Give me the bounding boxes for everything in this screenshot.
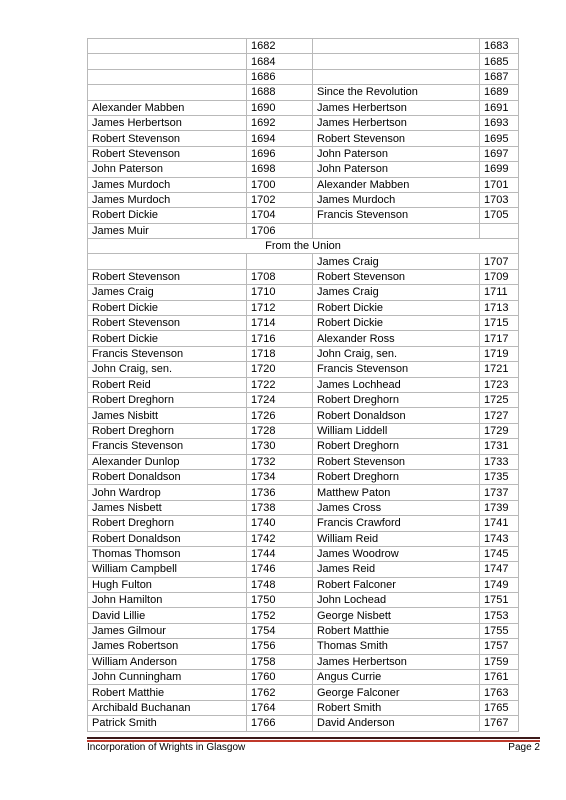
second-year-cell: 1697 (480, 146, 519, 161)
second-year-cell: 1683 (480, 39, 519, 54)
second-year-cell: 1725 (480, 392, 519, 407)
second-name-cell: John Lochead (313, 593, 480, 608)
second-year-cell: 1735 (480, 469, 519, 484)
second-year-cell: 1705 (480, 208, 519, 223)
table-row (88, 408, 519, 423)
page-number: Page 2 (508, 742, 540, 753)
second-name-cell: Robert Falconer (313, 577, 480, 592)
first-name-cell: John Cunningham (88, 670, 247, 685)
table-row (88, 362, 519, 377)
first-name-cell: Alexander Mabben (88, 100, 247, 115)
first-name-cell: Robert Reid (88, 377, 247, 392)
second-year-cell: 1713 (480, 300, 519, 315)
second-year-cell (480, 223, 519, 238)
first-year-cell: 1730 (247, 439, 313, 454)
first-year-cell: 1742 (247, 531, 313, 546)
first-year-cell: 1710 (247, 285, 313, 300)
second-name-cell: John Paterson (313, 146, 480, 161)
second-name-cell: Robert Dreghorn (313, 469, 480, 484)
first-year-cell: 1708 (247, 269, 313, 284)
table-row (88, 423, 519, 438)
second-name-cell (313, 69, 480, 84)
second-year-cell: 1693 (480, 115, 519, 130)
first-year-cell: 1750 (247, 593, 313, 608)
first-year-cell: 1722 (247, 377, 313, 392)
first-name-cell: Thomas Thomson (88, 546, 247, 561)
table-row (88, 392, 519, 407)
second-name-cell: James Craig (313, 254, 480, 269)
table-row (88, 115, 519, 130)
second-year-cell: 1753 (480, 608, 519, 623)
first-name-cell: Robert Donaldson (88, 469, 247, 484)
first-name-cell: John Paterson (88, 162, 247, 177)
table-row (88, 500, 519, 515)
second-year-cell: 1717 (480, 331, 519, 346)
first-year-cell: 1736 (247, 485, 313, 500)
first-name-cell: James Nisbitt (88, 408, 247, 423)
first-name-cell: John Hamilton (88, 593, 247, 608)
first-year-cell: 1762 (247, 685, 313, 700)
second-year-cell: 1751 (480, 593, 519, 608)
first-name-cell (88, 39, 247, 54)
second-name-cell: Matthew Paton (313, 485, 480, 500)
second-year-cell: 1745 (480, 546, 519, 561)
second-name-cell: Francis Stevenson (313, 208, 480, 223)
second-name-cell: Alexander Mabben (313, 177, 480, 192)
second-name-cell: Robert Stevenson (313, 454, 480, 469)
first-name-cell: James Murdoch (88, 177, 247, 192)
section-heading-row (88, 239, 519, 254)
second-year-cell: 1737 (480, 485, 519, 500)
table-row (88, 377, 519, 392)
second-name-cell: George Nisbett (313, 608, 480, 623)
first-year-cell: 1702 (247, 192, 313, 207)
table-row (88, 562, 519, 577)
second-year-cell: 1719 (480, 346, 519, 361)
first-name-cell: Robert Stevenson (88, 146, 247, 161)
table-row (88, 162, 519, 177)
second-year-cell: 1685 (480, 54, 519, 69)
first-year-cell: 1714 (247, 316, 313, 331)
footer-title: Incorporation of Wrights in Glasgow (87, 742, 246, 753)
first-year-cell: 1696 (247, 146, 313, 161)
first-year-cell: 1684 (247, 54, 313, 69)
second-year-cell: 1747 (480, 562, 519, 577)
first-name-cell: Robert Stevenson (88, 316, 247, 331)
table-row (88, 531, 519, 546)
second-year-cell: 1701 (480, 177, 519, 192)
first-year-cell: 1752 (247, 608, 313, 623)
table-row (88, 69, 519, 84)
table-row (88, 485, 519, 500)
second-name-cell: Angus Currie (313, 670, 480, 685)
second-name-cell: John Paterson (313, 162, 480, 177)
second-year-cell: 1759 (480, 654, 519, 669)
first-name-cell: Robert Dreghorn (88, 516, 247, 531)
first-year-cell: 1682 (247, 39, 313, 54)
second-name-cell: James Woodrow (313, 546, 480, 561)
first-name-cell: James Robertson (88, 639, 247, 654)
table-row (88, 654, 519, 669)
second-name-cell: James Cross (313, 500, 480, 515)
first-name-cell: Patrick Smith (88, 716, 247, 731)
table-row (88, 285, 519, 300)
first-year-cell: 1690 (247, 100, 313, 115)
table-row (88, 208, 519, 223)
first-year-cell: 1744 (247, 546, 313, 561)
first-name-cell: Francis Stevenson (88, 346, 247, 361)
first-year-cell: 1734 (247, 469, 313, 484)
table-row (88, 54, 519, 69)
second-name-cell: William Reid (313, 531, 480, 546)
second-name-cell (313, 223, 480, 238)
first-year-cell: 1720 (247, 362, 313, 377)
table-row (88, 516, 519, 531)
first-year-cell: 1716 (247, 331, 313, 346)
table-row (88, 223, 519, 238)
second-name-cell: Francis Stevenson (313, 362, 480, 377)
second-year-cell: 1761 (480, 670, 519, 685)
second-year-cell: 1765 (480, 700, 519, 715)
first-name-cell: Robert Dickie (88, 331, 247, 346)
second-year-cell: 1709 (480, 269, 519, 284)
first-year-cell: 1688 (247, 85, 313, 100)
table-row (88, 700, 519, 715)
second-year-cell: 1703 (480, 192, 519, 207)
first-name-cell: Hugh Fulton (88, 577, 247, 592)
second-year-cell: 1763 (480, 685, 519, 700)
second-year-cell: 1711 (480, 285, 519, 300)
first-year-cell: 1704 (247, 208, 313, 223)
second-name-cell: Francis Crawford (313, 516, 480, 531)
first-name-cell (88, 85, 247, 100)
first-year-cell: 1760 (247, 670, 313, 685)
second-year-cell: 1731 (480, 439, 519, 454)
second-name-cell: Robert Donaldson (313, 408, 480, 423)
section-heading: From the Union (88, 239, 519, 254)
table-row (88, 177, 519, 192)
second-name-cell: James Herbertson (313, 115, 480, 130)
first-name-cell: Francis Stevenson (88, 439, 247, 454)
first-name-cell (88, 54, 247, 69)
first-year-cell: 1766 (247, 716, 313, 731)
first-year-cell (247, 254, 313, 269)
second-year-cell: 1729 (480, 423, 519, 438)
second-year-cell: 1695 (480, 131, 519, 146)
first-name-cell: William Anderson (88, 654, 247, 669)
second-year-cell: 1757 (480, 639, 519, 654)
second-name-cell: William Liddell (313, 423, 480, 438)
first-name-cell: Alexander Dunlop (88, 454, 247, 469)
second-name-cell: Robert Smith (313, 700, 480, 715)
second-name-cell (313, 54, 480, 69)
first-year-cell: 1756 (247, 639, 313, 654)
second-year-cell: 1707 (480, 254, 519, 269)
table-row (88, 146, 519, 161)
first-name-cell: Robert Stevenson (88, 269, 247, 284)
first-year-cell: 1740 (247, 516, 313, 531)
first-name-cell: Robert Dreghorn (88, 423, 247, 438)
second-name-cell: Since the Revolution (313, 85, 480, 100)
first-year-cell: 1700 (247, 177, 313, 192)
first-name-cell: James Nisbett (88, 500, 247, 515)
first-name-cell: James Gilmour (88, 623, 247, 638)
table-row (88, 316, 519, 331)
first-name-cell: James Herbertson (88, 115, 247, 130)
second-year-cell: 1715 (480, 316, 519, 331)
first-name-cell: William Campbell (88, 562, 247, 577)
second-year-cell: 1721 (480, 362, 519, 377)
first-name-cell: James Murdoch (88, 192, 247, 207)
second-year-cell: 1689 (480, 85, 519, 100)
second-name-cell: James Herbertson (313, 654, 480, 669)
deacons-table-body (88, 39, 519, 732)
first-year-cell: 1724 (247, 392, 313, 407)
first-year-cell: 1746 (247, 562, 313, 577)
second-year-cell: 1741 (480, 516, 519, 531)
first-year-cell: 1706 (247, 223, 313, 238)
second-name-cell: Robert Stevenson (313, 131, 480, 146)
footer-rule-dark (87, 737, 540, 739)
second-year-cell: 1755 (480, 623, 519, 638)
second-name-cell: John Craig, sen. (313, 346, 480, 361)
second-name-cell: James Craig (313, 285, 480, 300)
first-year-cell: 1718 (247, 346, 313, 361)
first-year-cell: 1712 (247, 300, 313, 315)
first-year-cell: 1754 (247, 623, 313, 638)
second-name-cell (313, 39, 480, 54)
table-row (88, 254, 519, 269)
deacons-table (87, 38, 519, 732)
first-year-cell: 1732 (247, 454, 313, 469)
table-row (88, 469, 519, 484)
first-name-cell: John Wardrop (88, 485, 247, 500)
first-year-cell: 1764 (247, 700, 313, 715)
table-row (88, 623, 519, 638)
table-row (88, 39, 519, 54)
table-row (88, 331, 519, 346)
table-row (88, 192, 519, 207)
second-name-cell: Alexander Ross (313, 331, 480, 346)
second-name-cell: George Falconer (313, 685, 480, 700)
first-name-cell: Archibald Buchanan (88, 700, 247, 715)
second-year-cell: 1749 (480, 577, 519, 592)
second-name-cell: Robert Dreghorn (313, 392, 480, 407)
first-year-cell: 1748 (247, 577, 313, 592)
table-row (88, 85, 519, 100)
table-row (88, 454, 519, 469)
second-name-cell: Robert Dickie (313, 300, 480, 315)
first-name-cell: David Lillie (88, 608, 247, 623)
second-year-cell: 1727 (480, 408, 519, 423)
first-name-cell: James Muir (88, 223, 247, 238)
table-row (88, 131, 519, 146)
second-year-cell: 1733 (480, 454, 519, 469)
first-year-cell: 1726 (247, 408, 313, 423)
first-name-cell: Robert Donaldson (88, 531, 247, 546)
second-year-cell: 1687 (480, 69, 519, 84)
second-name-cell: James Reid (313, 562, 480, 577)
second-name-cell: Robert Matthie (313, 623, 480, 638)
first-name-cell: James Craig (88, 285, 247, 300)
first-year-cell: 1694 (247, 131, 313, 146)
table-row (88, 639, 519, 654)
table-row (88, 577, 519, 592)
first-year-cell: 1758 (247, 654, 313, 669)
second-name-cell: Robert Dreghorn (313, 439, 480, 454)
second-year-cell: 1723 (480, 377, 519, 392)
table-row (88, 716, 519, 731)
second-name-cell: Robert Dickie (313, 316, 480, 331)
table-row (88, 100, 519, 115)
table-row (88, 346, 519, 361)
first-year-cell: 1698 (247, 162, 313, 177)
second-year-cell: 1743 (480, 531, 519, 546)
second-year-cell: 1691 (480, 100, 519, 115)
second-year-cell: 1767 (480, 716, 519, 731)
first-name-cell: John Craig, sen. (88, 362, 247, 377)
table-row (88, 269, 519, 284)
second-year-cell: 1699 (480, 162, 519, 177)
first-name-cell: Robert Dreghorn (88, 392, 247, 407)
table-row (88, 608, 519, 623)
first-name-cell: Robert Matthie (88, 685, 247, 700)
first-name-cell (88, 69, 247, 84)
table-row (88, 439, 519, 454)
first-name-cell: Robert Dickie (88, 300, 247, 315)
second-name-cell: Robert Stevenson (313, 269, 480, 284)
table-row (88, 300, 519, 315)
first-year-cell: 1728 (247, 423, 313, 438)
second-name-cell: James Herbertson (313, 100, 480, 115)
first-name-cell: Robert Dickie (88, 208, 247, 223)
first-year-cell: 1686 (247, 69, 313, 84)
second-name-cell: David Anderson (313, 716, 480, 731)
first-name-cell: Robert Stevenson (88, 131, 247, 146)
first-name-cell (88, 254, 247, 269)
second-name-cell: James Lochhead (313, 377, 480, 392)
table-row (88, 593, 519, 608)
table-row (88, 546, 519, 561)
first-year-cell: 1738 (247, 500, 313, 515)
second-name-cell: Thomas Smith (313, 639, 480, 654)
second-name-cell: James Murdoch (313, 192, 480, 207)
table-row (88, 685, 519, 700)
table-row (88, 670, 519, 685)
first-year-cell: 1692 (247, 115, 313, 130)
second-year-cell: 1739 (480, 500, 519, 515)
